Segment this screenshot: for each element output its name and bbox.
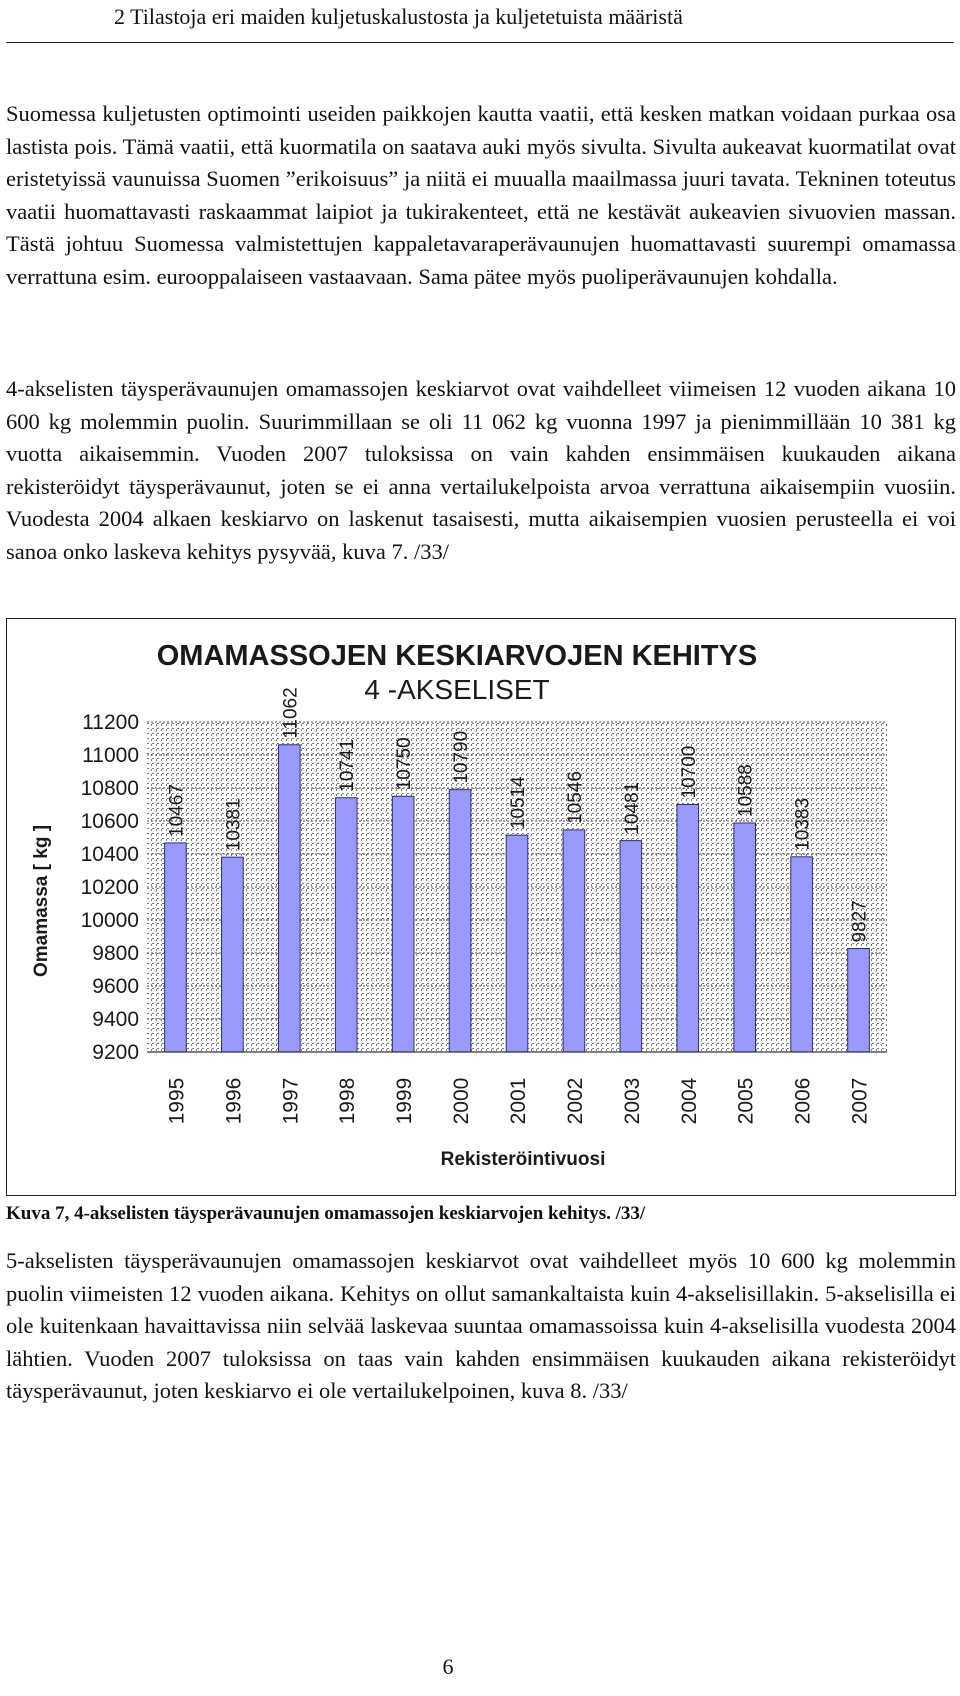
data-label: 10381 <box>223 798 245 852</box>
figure-chart <box>6 618 956 1196</box>
data-label: 10750 <box>394 737 416 791</box>
bar <box>506 835 528 1052</box>
data-label: 10467 <box>166 784 188 837</box>
chart-subtitle: 4 -AKSELISET <box>364 674 550 705</box>
y-axis-ticks <box>81 711 139 1064</box>
y-tick-label: 10800 <box>80 777 139 800</box>
y-tick-label: 10200 <box>80 876 139 899</box>
y-tick-label: 10000 <box>80 909 139 932</box>
x-category-label: 2000 <box>450 1077 474 1125</box>
x-category-label: 2003 <box>620 1077 644 1125</box>
x-category-label: 2004 <box>677 1077 701 1125</box>
bar <box>278 745 300 1052</box>
y-tick-label: 10600 <box>80 810 139 833</box>
x-category-label: 1995 <box>165 1077 189 1125</box>
data-label: 10481 <box>621 781 643 835</box>
y-tick-label: 11200 <box>82 711 139 734</box>
page-number: 6 <box>442 1654 454 1679</box>
bar <box>165 843 187 1052</box>
data-label: 9827 <box>849 900 871 943</box>
data-label: 10514 <box>508 776 529 830</box>
data-label: 10383 <box>792 797 814 851</box>
header-title: 2 Tilastoja eri maiden kuljetuskalustosta ja kuljetetuista määristä <box>114 4 683 29</box>
data-label: 10588 <box>735 764 757 817</box>
y-tick-label: 9200 <box>92 1041 139 1064</box>
bar <box>335 798 357 1052</box>
chart-title: OMAMASSOJEN KESKIARVOJEN KEHITYS <box>156 640 758 672</box>
bar <box>620 841 642 1052</box>
page-header <box>6 0 954 43</box>
bar <box>734 823 756 1052</box>
x-category-label: 1997 <box>279 1077 303 1125</box>
x-category-label: 1998 <box>336 1077 360 1125</box>
x-category-label: 2002 <box>563 1077 587 1125</box>
x-category-label: 2007 <box>848 1077 872 1125</box>
bar <box>449 790 471 1052</box>
figure-caption: Kuva 7, 4-akselisten täysperävaunujen omamassojen keskiarvojen kehitys. /33/ <box>6 1203 646 1224</box>
paragraph-2: 4-akselisten täysperävaunujen omamassojen keskiarvot ovat vaihdelleet viimeisen 12 vuoden aikana 10 600 kg molemmin puolin. Suurimmillaan se oli 11 062 kg vuonna 1997 ja pienimmillään 10 381 kg vuotta aikaisemmin. Vuoden 2007 tuloksissa on vain kahden ensimmäisen kuukauden aikana rekisteröidyt täysperävaunut, joten se ei anna vertailukelpoista arvoa verrattuna aikaisempiin vuosiin. Vuodesta 2004 alkaen keskiarvo on laskenut tasaisesti, mutta aikaisempien vuosien perusteella ei voi sanoa onko laskeva kehitys pysyvää, kuva 7. /33/ <box>6 376 956 564</box>
paragraph-1: Suomessa kuljetusten optimointi useiden paikkojen kautta vaatii, että kesken matkan voidaan purkaa osa lastista pois. Tämä vaatii, että kuormatila on saatava auki myös sivulta. Sivulta aukeavat kuormatilat ovat eristetyissä vaunuissa Suomen ”erikoisuus” ja niitä ei muualla maailmassa juuri tavata. Tekninen toteutus vaatii huomattavasti raskaammat laipiot ja tukirakenteet, että ne kestävät aukeavien sivuovien massan. Tästä johtuu Suomessa valmistettujen kappaletavaraperävaunujen huomattavasti suurempi omamassa verrattuna esim. eurooppalaiseen vastaavaan. Sama pätee myös puoliperävaunujen kohdalla. <box>6 101 956 289</box>
data-label: 10741 <box>337 738 359 792</box>
y-tick-label: 10400 <box>80 843 139 866</box>
x-category-label: 2005 <box>734 1077 758 1125</box>
bar <box>563 830 585 1052</box>
bar <box>791 857 813 1052</box>
y-tick-label: 9400 <box>92 1008 139 1031</box>
data-label: 10546 <box>564 771 586 824</box>
x-axis-categories <box>165 1077 871 1124</box>
bar <box>392 796 414 1052</box>
paragraph-3: 5-akselisten täysperävaunujen omamassojen keskiarvot ovat vaihdelleet myös 10 600 kg molemmin puolin viimeisten 12 vuoden aikana. Kehitys on ollut samankaltaista kuin 4-akselisillakin. 5-akselisilla ei ole kuitenkaan havaittavissa niin selvää laskevaa suuntaa omamassoissa kuin 4-akselisilla vuodesta 2004 lähtien. Vuoden 2007 tuloksissa on taas vain kahden ensimmäisen kuukauden aikana rekisteröidyt täysperävaunut, joten keskiarvo ei ole vertailukelpoinen, kuva 8. /33/ <box>6 1248 956 1403</box>
x-category-label: 1999 <box>393 1077 417 1125</box>
y-tick-label: 11000 <box>82 744 139 767</box>
bar-chart <box>7 619 954 1194</box>
bar <box>222 857 244 1052</box>
y-tick-label: 9600 <box>92 975 139 998</box>
bar <box>677 805 699 1053</box>
y-axis-label: Omamassa [ kg ] <box>31 824 52 978</box>
data-label: 11062 <box>280 687 302 739</box>
y-tick-label: 9800 <box>92 942 139 965</box>
data-label: 10790 <box>451 730 473 784</box>
x-axis-label: Rekisteröintivuosi <box>440 1149 606 1170</box>
x-category-label: 1996 <box>222 1077 246 1125</box>
x-category-label: 2006 <box>791 1077 815 1125</box>
bar <box>848 949 870 1052</box>
x-category-label: 2001 <box>507 1077 530 1125</box>
data-label: 10700 <box>678 745 700 799</box>
